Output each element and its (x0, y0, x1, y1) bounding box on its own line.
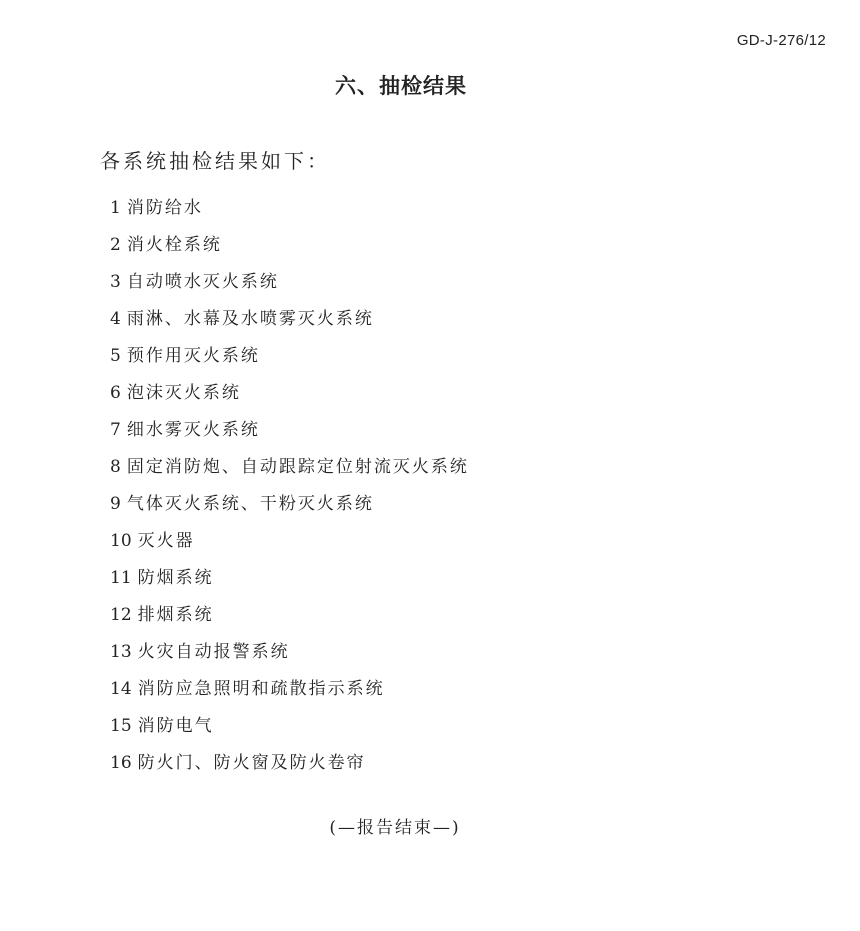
item-label: 消火栓系统 (126, 235, 222, 255)
item-number: 16 (110, 753, 132, 773)
list-item (110, 634, 469, 671)
item-number: 13 (110, 642, 132, 662)
list-item (110, 449, 469, 486)
item-label: 泡沫灭火系统 (126, 383, 241, 403)
item-label: 消防给水 (126, 198, 203, 218)
item-number: 8 (110, 457, 121, 477)
item-number: 3 (110, 272, 121, 292)
list-item (110, 264, 469, 301)
item-number: 11 (110, 568, 132, 588)
item-number: 12 (110, 605, 132, 625)
item-label: 雨淋、水幕及水喷雾灭火系统 (126, 309, 374, 329)
item-label: 自动喷水灭火系统 (126, 272, 279, 292)
item-number: 6 (110, 383, 121, 403)
item-number: 1 (110, 198, 121, 218)
item-label: 细水雾灭火系统 (126, 420, 260, 440)
list-item (110, 597, 469, 634)
list-item (110, 412, 469, 449)
list-item (110, 301, 469, 338)
item-label: 消防应急照明和疏散指示系统 (137, 679, 385, 699)
list-item (110, 190, 469, 227)
item-label: 防火门、防火窗及防火卷帘 (137, 753, 366, 773)
item-label: 防烟系统 (137, 568, 214, 588)
item-label: 火灾自动报警系统 (137, 642, 290, 662)
intro-text: 各系统抽检结果如下： (100, 149, 330, 173)
item-number: 9 (110, 494, 121, 514)
item-label: 气体灭火系统、干粉灭火系统 (126, 494, 374, 514)
item-number: 15 (110, 716, 132, 736)
list-item (110, 338, 469, 375)
item-number: 7 (110, 420, 121, 440)
list-item (110, 227, 469, 264)
item-number: 4 (110, 309, 121, 329)
item-number: 10 (110, 531, 132, 551)
item-label: 消防电气 (137, 716, 214, 736)
item-number: 2 (110, 235, 121, 255)
section-title: 六、抽检结果 (335, 74, 467, 98)
list-item (110, 523, 469, 560)
list-item (110, 671, 469, 708)
item-label: 固定消防炮、自动跟踪定位射流灭火系统 (126, 457, 469, 477)
system-list (110, 190, 469, 782)
list-item (110, 745, 469, 782)
document-code: GD-J-276/12 (736, 32, 826, 49)
list-item (110, 486, 469, 523)
list-item (110, 708, 469, 745)
item-number: 5 (110, 346, 121, 366)
item-label: 灭火器 (137, 531, 195, 551)
item-label: 预作用灭火系统 (126, 346, 260, 366)
list-item (110, 375, 469, 412)
item-label: 排烟系统 (137, 605, 214, 625)
item-number: 14 (110, 679, 132, 699)
report-end-mark: (—报告结束—) (329, 818, 461, 838)
list-item (110, 560, 469, 597)
